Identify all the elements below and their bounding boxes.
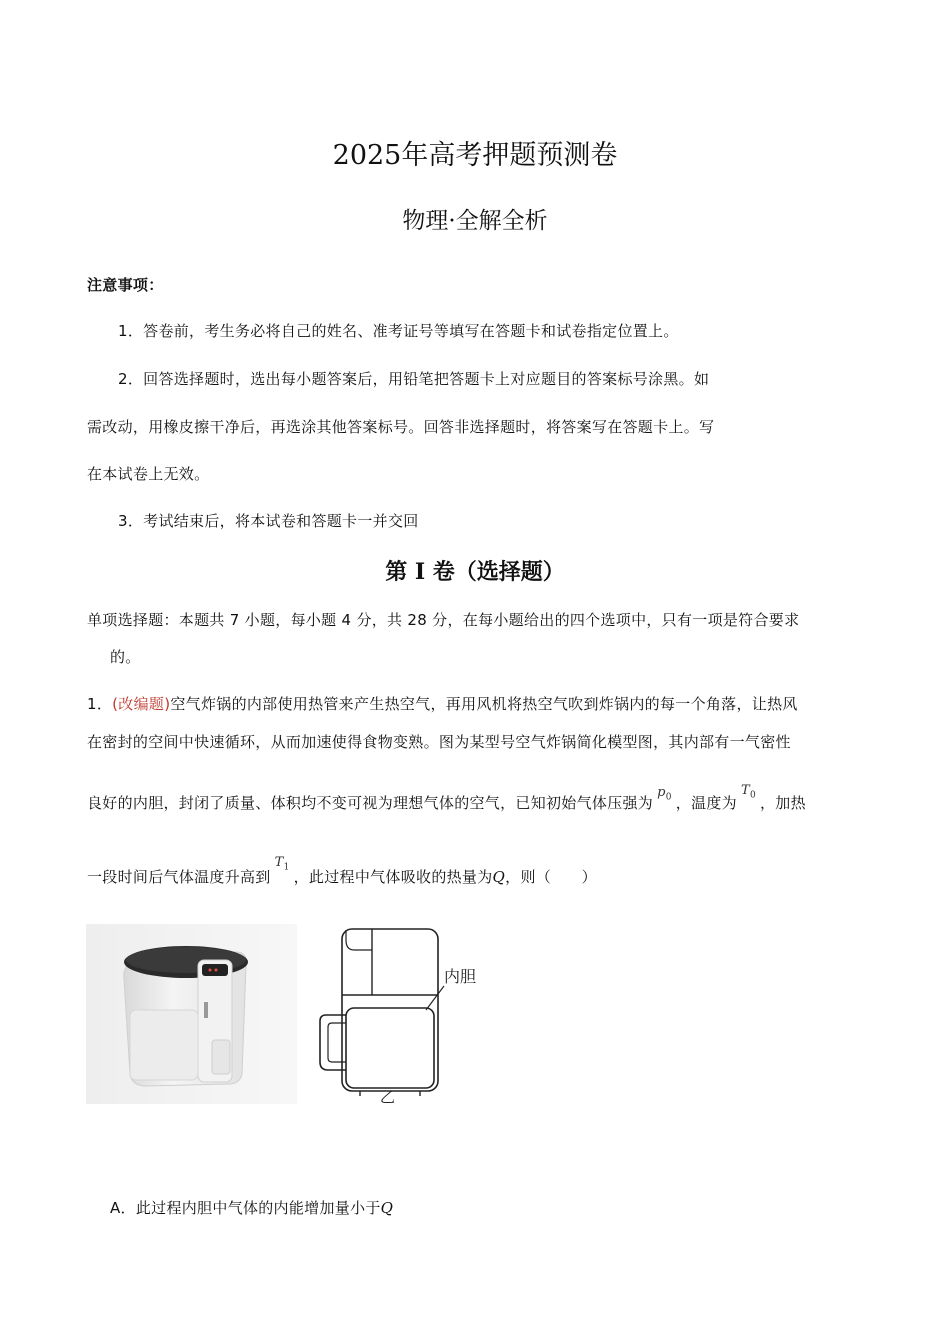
air-fryer-diagram (308, 920, 508, 1110)
question-tag: (改编题) (112, 695, 171, 713)
page-title: 2025年高考押题预测卷 (332, 140, 618, 171)
question-1-line-3 (87, 783, 806, 815)
option-a-text: A．此过程内胆中气体的内能增加量小于 (110, 1199, 381, 1217)
symbol-t1: $T_1$ (274, 855, 290, 873)
air-fryer-photo (86, 924, 297, 1104)
question-text: ，加热 (759, 794, 806, 812)
symbol-t0: $T_0$ (740, 783, 756, 801)
question-number: 1． (87, 695, 113, 713)
notice-item-3: 3．考试结束后，将本试卷和答题卡一并交回 (118, 512, 419, 530)
notice-item-1: 1．答卷前，考生务必将自己的姓名、准考证号等填写在答题卡和试卷指定位置上。 (118, 322, 679, 340)
notice-heading: 注意事项： (87, 276, 164, 294)
notice-item-2-line-3: 在本试卷上无效。 (87, 465, 210, 483)
section-title: 第 I 卷（选择题） (385, 559, 565, 585)
question-text: ，则（ ） (505, 868, 597, 886)
symbol-p0: $p_0$ (657, 785, 672, 803)
symbol-q: Q (380, 1199, 394, 1217)
question-text: ，此过程中气体吸收的热量为 (293, 868, 493, 886)
notice-item-2-line-1: 2．回答选择题时，选出每小题答案后，用铅笔把答题卡上对应题目的答案标号涂黑。如 (118, 370, 710, 388)
question-text: 空气炸锅的内部使用热管来产生热空气，再用风机将热空气吹到炸锅内的每一个角落，让热风 (170, 695, 798, 713)
figure-caption: 乙 (380, 1088, 396, 1106)
section-instruction-line-2: 的。 (110, 648, 141, 666)
question-1-line-2: 在密封的空间中快速循环，从而加速使得食物变熟。图为某型号空气炸锅简化模型图，其内部有一气密性 (87, 733, 791, 751)
notice-item-2-line-2: 需改动，用橡皮擦干净后，再选涂其他答案标号。回答非选择题时，将答案写在答题卡上。写 (87, 418, 715, 436)
page-subtitle: 物理·全解全析 (402, 208, 548, 234)
option-a (110, 1197, 393, 1218)
question-text: 一段时间后气体温度升高到 (87, 868, 271, 886)
figure-label-inner: 内胆 (444, 967, 477, 986)
symbol-q: Q (492, 868, 506, 886)
question-text: ，温度为 (675, 794, 737, 812)
question-text: 良好的内胆，封闭了质量、体积均不变可视为理想气体的空气，已知初始气体压强为 (87, 794, 654, 812)
question-1-line-4 (87, 855, 597, 889)
section-instruction-line-1: 单项选择题：本题共 7 小题，每小题 4 分，共 28 分，在每小题给出的四个选项中，只有一项是符合要求 (87, 611, 800, 629)
question-1-line-1 (87, 693, 798, 714)
